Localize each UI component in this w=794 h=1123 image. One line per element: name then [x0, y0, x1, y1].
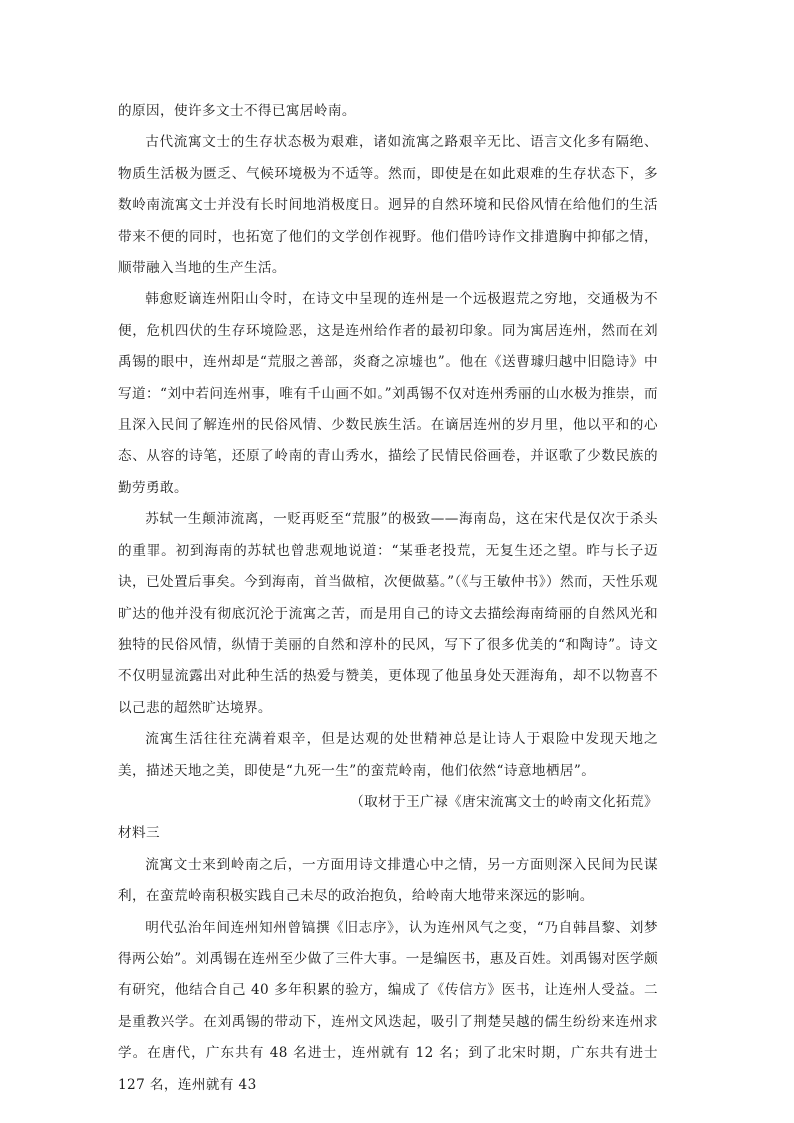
paragraph-han-yu-liu-yuxi: 韩愈贬谪连州阳山令时，在诗文中呈现的连州是一个远极遐荒之穷地，交通极为不便，危机四伏的生存环境险恶，这是连州给作者的最初印象。同为寓居连州，然而在刘禹锡的眼中，连州却是“荒服之善部，炎裔之凉墟也”。他在《送曹璩归越中旧隐诗》中写道：“刘中若问连州事，唯有千山画不如。”刘禹锡不仅对连州秀丽的山水极为推崇，而且深入民间了解连州的民俗风情、少数民族生活。在谪居连州的岁月里，他以平和的心态、从容的诗笔，还原了岭南的青山秀水，描绘了民情民俗画卷，并讴歌了少数民族的勤劳勇敢。	[118, 291, 658, 496]
section-heading-material-three: 材料三	[118, 825, 160, 842]
paragraph-conclusion: 流寓生活往往充满着艰辛，但是达观的处世精神总是让诗人于艰险中发现天地之美，描述天地之美，即使是“九死一生”的蛮荒岭南，他们依然“诗意地栖居”。	[118, 731, 658, 779]
paragraph-su-shi: 苏轼一生颠沛流离，一贬再贬至“荒服”的极致——海南岛，这在宋代是仅次于杀头的重罪。初到海南的苏轼也曾悲观地说道：“某垂老投荒，无复生还之望。昨与长子迈诀，已处置后事矣。今到海南，首当做棺，次便做墓。”（《与王敏仲书》）然而，天性乐观旷达的他并没有彻底沉沦于流寓之苦，而是用自己的诗文去描绘海南绮丽的自然风光和独特的民俗风情，纵情于美丽的自然和淳朴的民风，写下了很多优美的“和陶诗”。诗文不仅明显流露出对此种生活的热爱与赞美，更体现了他虽身处天涯海角，却不以物喜不以己悲的超然旷达境界。	[118, 511, 658, 716]
paragraph-liu-yuxi-deeds: 明代弘治年间连州知州曾镐撰《旧志序》，认为连州风气之变，“乃自韩昌黎、刘梦得两公始”。刘禹锡在连州至少做了三件大事。一是编医书，惠及百姓。刘禹锡对医学颇有研究，他结合自己 40 多年积累的验方，编成了《传信方》医书，让连州人受益。二是重教兴学。在刘禹锡的带动下，连州文风迭起，吸引了荆楚吴越的儒生纷纷来连州求学。在唐代，广东共有 48 名进士，连州就有 12 名；到了北宋时期，广东共有进士 127 名，连州就有 43	[118, 919, 658, 1093]
document-page	[118, 96, 658, 1101]
paragraph-survival-state: 古代流寓文士的生存状态极为艰难，诸如流寓之路艰辛无比、语言文化多有隔绝、物质生活极为匮乏、气候环境极为不适等。然而，即使是在如此艰难的生存状态下，多数岭南流寓文士并没有长时间地消极度日。迥异的自然环境和民俗风情在给他们的生活带来不便的同时，也拓宽了他们的文学创作视野。他们借吟诗作文排遣胸中抑郁之情，顺带融入当地的生产生活。	[118, 134, 658, 277]
source-citation: （取材于王广禄《唐宋流寓文士的岭南文化拓荒》	[350, 793, 658, 810]
paragraph-material-three-intro: 流寓文士来到岭南之后，一方面用诗文排遣心中之情，另一方面则深入民间为民谋利，在蛮荒岭南积极实践自己未尽的政治抱负，给岭南大地带来深远的影响。	[118, 856, 658, 905]
paragraph-intro-end: 的原因，使许多文士不得已寓居岭南。	[118, 103, 356, 119]
